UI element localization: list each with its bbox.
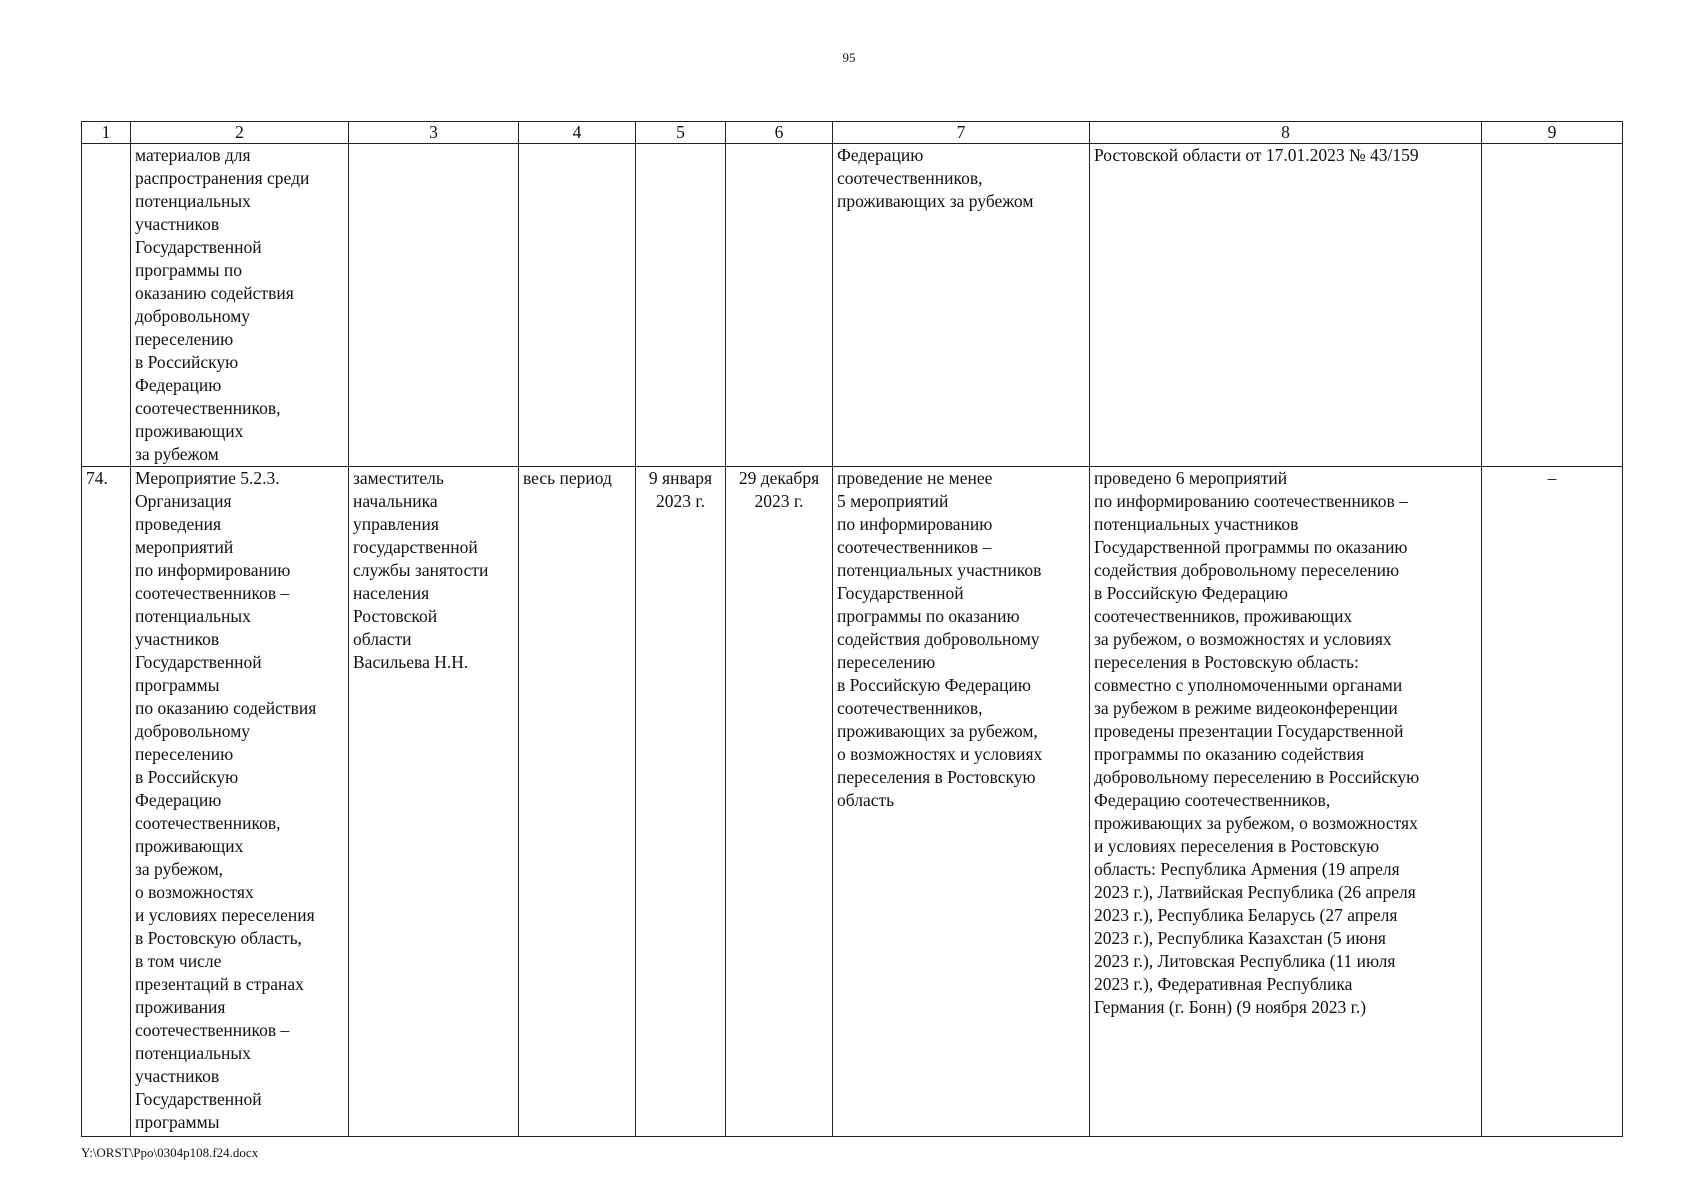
table-row — [82, 144, 1623, 467]
col-header-9: 9 — [1482, 122, 1623, 144]
col-header-6: 6 — [726, 122, 833, 144]
col-header-7: 7 — [833, 122, 1090, 144]
row-number: 74. — [82, 467, 131, 1137]
column-number-row — [82, 122, 1623, 144]
page-number: 95 — [842, 50, 856, 65]
start-date — [636, 144, 726, 467]
expected-result: проведение не менее 5 мероприятий по информированию соотечественников – потенциальных участников Государственной программы по оказанию содействия добровольному переселению в Российскую Федерацию соотечественников, проживающих за рубежом, о возможностях и условиях переселения в Ростовскую область — [833, 467, 1090, 1137]
col-header-8: 8 — [1090, 122, 1482, 144]
notes: – — [1482, 467, 1623, 1137]
table-row — [82, 467, 1623, 1137]
file-path-footer: Y:\ORST\Ppo\0304p108.f24.docx — [81, 1145, 259, 1160]
period — [519, 144, 636, 467]
report-table — [81, 121, 1623, 1137]
actual-result: проведено 6 мероприятий по информированию соотечественников – потенциальных участников Государственной программы по оказанию содействия добровольному переселению в Российскую Федерацию соотечественников, проживающих за рубежом, о возможностях и условиях переселения в Ростовскую область: совместно с уполномоченными органами за рубежом в режиме видеоконференции проведены презентации Государственной программы по оказанию содействия добровольному переселению в Российскую Федерацию соотечественников, проживающих за рубежом, о возможностях и условиях переселения в Ростовскую область: Республика Армения (19 апреля 2023 г.), Латвийская Республика (26 апреля 2023 г.), Республика Беларусь (27 апреля 2023 г.), Республика Казахстан (5 июня 2023 г.), Литовская Республика (11 июля 2023 г.), Федеративная Республика Германия (г. Бонн) (9 ноября 2023 г.) — [1090, 467, 1482, 1137]
end-date — [726, 144, 833, 467]
col-header-2: 2 — [131, 122, 349, 144]
row-number — [82, 144, 131, 467]
col-header-1: 1 — [82, 122, 131, 144]
start-date: 9 января 2023 г. — [636, 467, 726, 1137]
event-name: Мероприятие 5.2.3. Организация проведения мероприятий по информированию соотечественников – потенциальных участников Государственной программы по оказанию содействия добровольному переселению в Российскую Федерацию соотечественников, проживающих за рубежом, о возможностях и условиях переселения в Ростовскую область, в том числе презентаций в странах проживания соотечественников – потенциальных участников Государственной программы — [131, 467, 349, 1137]
period: весь период — [519, 467, 636, 1137]
actual-result: Ростовской области от 17.01.2023 № 43/159 — [1090, 144, 1482, 467]
expected-result: Федерацию соотечественников, проживающих за рубежом — [833, 144, 1090, 467]
event-name: материалов для распространения среди потенциальных участников Государственной программы по оказанию содействия добровольному переселению в Российскую Федерацию соотечественников, проживающих за рубежом — [131, 144, 349, 467]
responsible-person: заместитель начальника управления государственной службы занятости населения Ростовской области Васильева Н.Н. — [349, 467, 519, 1137]
col-header-3: 3 — [349, 122, 519, 144]
notes — [1482, 144, 1623, 467]
end-date: 29 декабря 2023 г. — [726, 467, 833, 1137]
col-header-4: 4 — [519, 122, 636, 144]
col-header-5: 5 — [636, 122, 726, 144]
responsible-person — [349, 144, 519, 467]
